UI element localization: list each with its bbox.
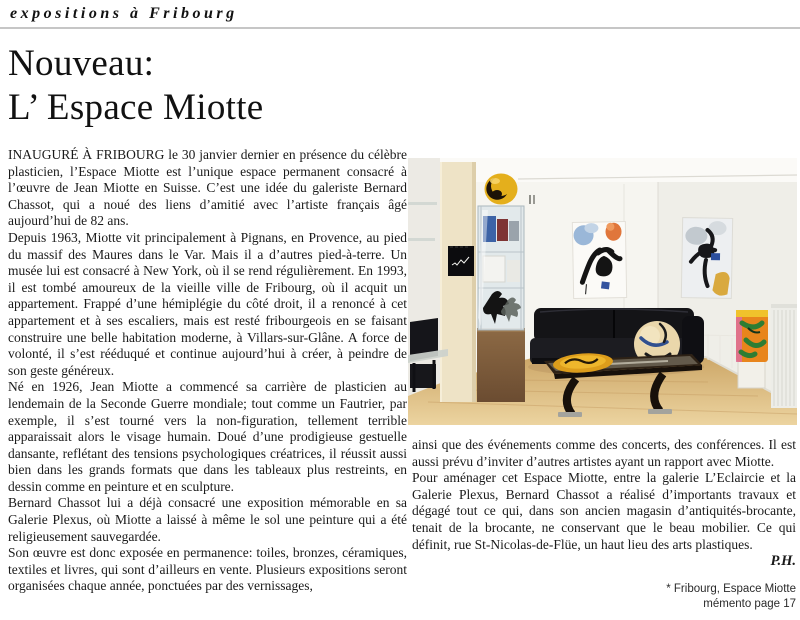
paragraph: Né en 1926, Jean Miotte a commencé sa carrière de plasticien au lendemain de la Seconde Guerre mondiale; tout comme un Fautrier, par exemple, il s’est tourné vers la non-figuration, tellement terrible apparaissait alors le visage humain. Doué d’une prodigieuse gestuelle dansante, reflétant des tensions psychologiques créatrices, il réussit aussi bien dans les grands formats que dans les tableaux plus restreints, en dessin comme en peinture et en sculpture. (8, 379, 407, 494)
section-kicker: expositions à Fribourg (10, 5, 238, 22)
glass-shelf (408, 202, 437, 205)
catalog-grey (509, 221, 519, 241)
paragraph-lead: INAUGURÉ À FRIBOURG le 30 janvier dernier en présence du célèbre plasticien, l’Espace Miotte est l’unique espace permanent consacré à l’œuvre de Jean Miotte en Suisse. C’est une idée du galeriste Bernard Chassot, qui a noué des liens d’amitié avec l’artiste français âgé aujourd’hui de 82 ans. (8, 147, 407, 229)
article-left-column (8, 147, 407, 617)
radiator (771, 304, 797, 408)
beige-column (440, 162, 476, 402)
footnote (412, 582, 796, 612)
header-rule (0, 27, 800, 29)
colorful-vase (736, 310, 768, 388)
vase-pedestal (738, 361, 765, 388)
signature-artwork (448, 246, 474, 276)
footnote-line-2: mémento page 17 (703, 597, 796, 610)
paragraph: Pour aménager cet Espace Miotte, entre la galerie L’Eclaircie et la Galerie Plexus, Bernard Chassot a réalisé d’importants travaux et dégagé tout ce qui, dans son ancien magasin d’antiquités-brocante, tenait de la brocante, ne conservant que le beau mobilier. Ce qui définit, rue St-Nicolas-de-Flüe, un haut lieu des arts plastiques. (412, 470, 796, 552)
vitrine-base (477, 328, 525, 402)
paragraph: Bernard Chassot lui a déjà consacré une exposition mémorable en sa Galerie Plexus, où Miotte a laissé à même le sol une peinture qui a été religieusement sauvegardée. (8, 495, 407, 544)
page-title (8, 42, 264, 130)
gallery-photo (408, 158, 797, 425)
paragraph: ainsi que des événements comme des concerts, des conférences. Il est aussi prévu d’inviter d’autres artistes ayant un rapport avec Miotte. (412, 437, 796, 469)
headline-line-2: L’ Espace Miotte (8, 87, 264, 128)
white-binder (483, 256, 505, 282)
footnote-line-1: * Fribourg, Espace Miotte (666, 582, 796, 595)
glass-shelf (408, 238, 435, 241)
display-vitrine (477, 206, 525, 402)
column-shade (472, 162, 476, 402)
paragraph: Son œuvre est donc exposée en permanence: toiles, bronzes, céramiques, textiles et livres, qui sont d’ailleurs en vente. Plusieurs expositions seront organisées chaque année, ponctuées par des vernissages, (8, 545, 407, 594)
paragraph: Depuis 1963, Miotte vit principalement à Pignans, en Provence, au pied du massif des Maures dans le Var. Mais il a d’autres pied-à-terre. Un musée lui est consacré à New York, où il se rend régulièrement. En 1993, il est tombé amoureux de la vieille ville de Fribourg, où il acquit un appartement. Frappé d’une hémiplégie du côté droit, il a renoncé à cet appartement et à ses escaliers, mais est resté fribourgeois en se faisant construire une belle habitation moderne, à Villars-sur-Glâne. A force de volonté, il s’est rééduqué et continue aujourd’hui à créer, à peindre de son geste généreux. (8, 229, 407, 378)
column-highlight (440, 162, 442, 402)
headline-line-1: Nouveau: (8, 43, 155, 84)
byline: P.H. (770, 553, 796, 570)
article-right-column (412, 437, 796, 612)
abstract-painting-right (681, 218, 732, 299)
abstract-painting-left (572, 222, 626, 299)
catalog-red (497, 219, 508, 241)
yellow-sculpture (485, 174, 518, 205)
white-box (507, 260, 520, 282)
